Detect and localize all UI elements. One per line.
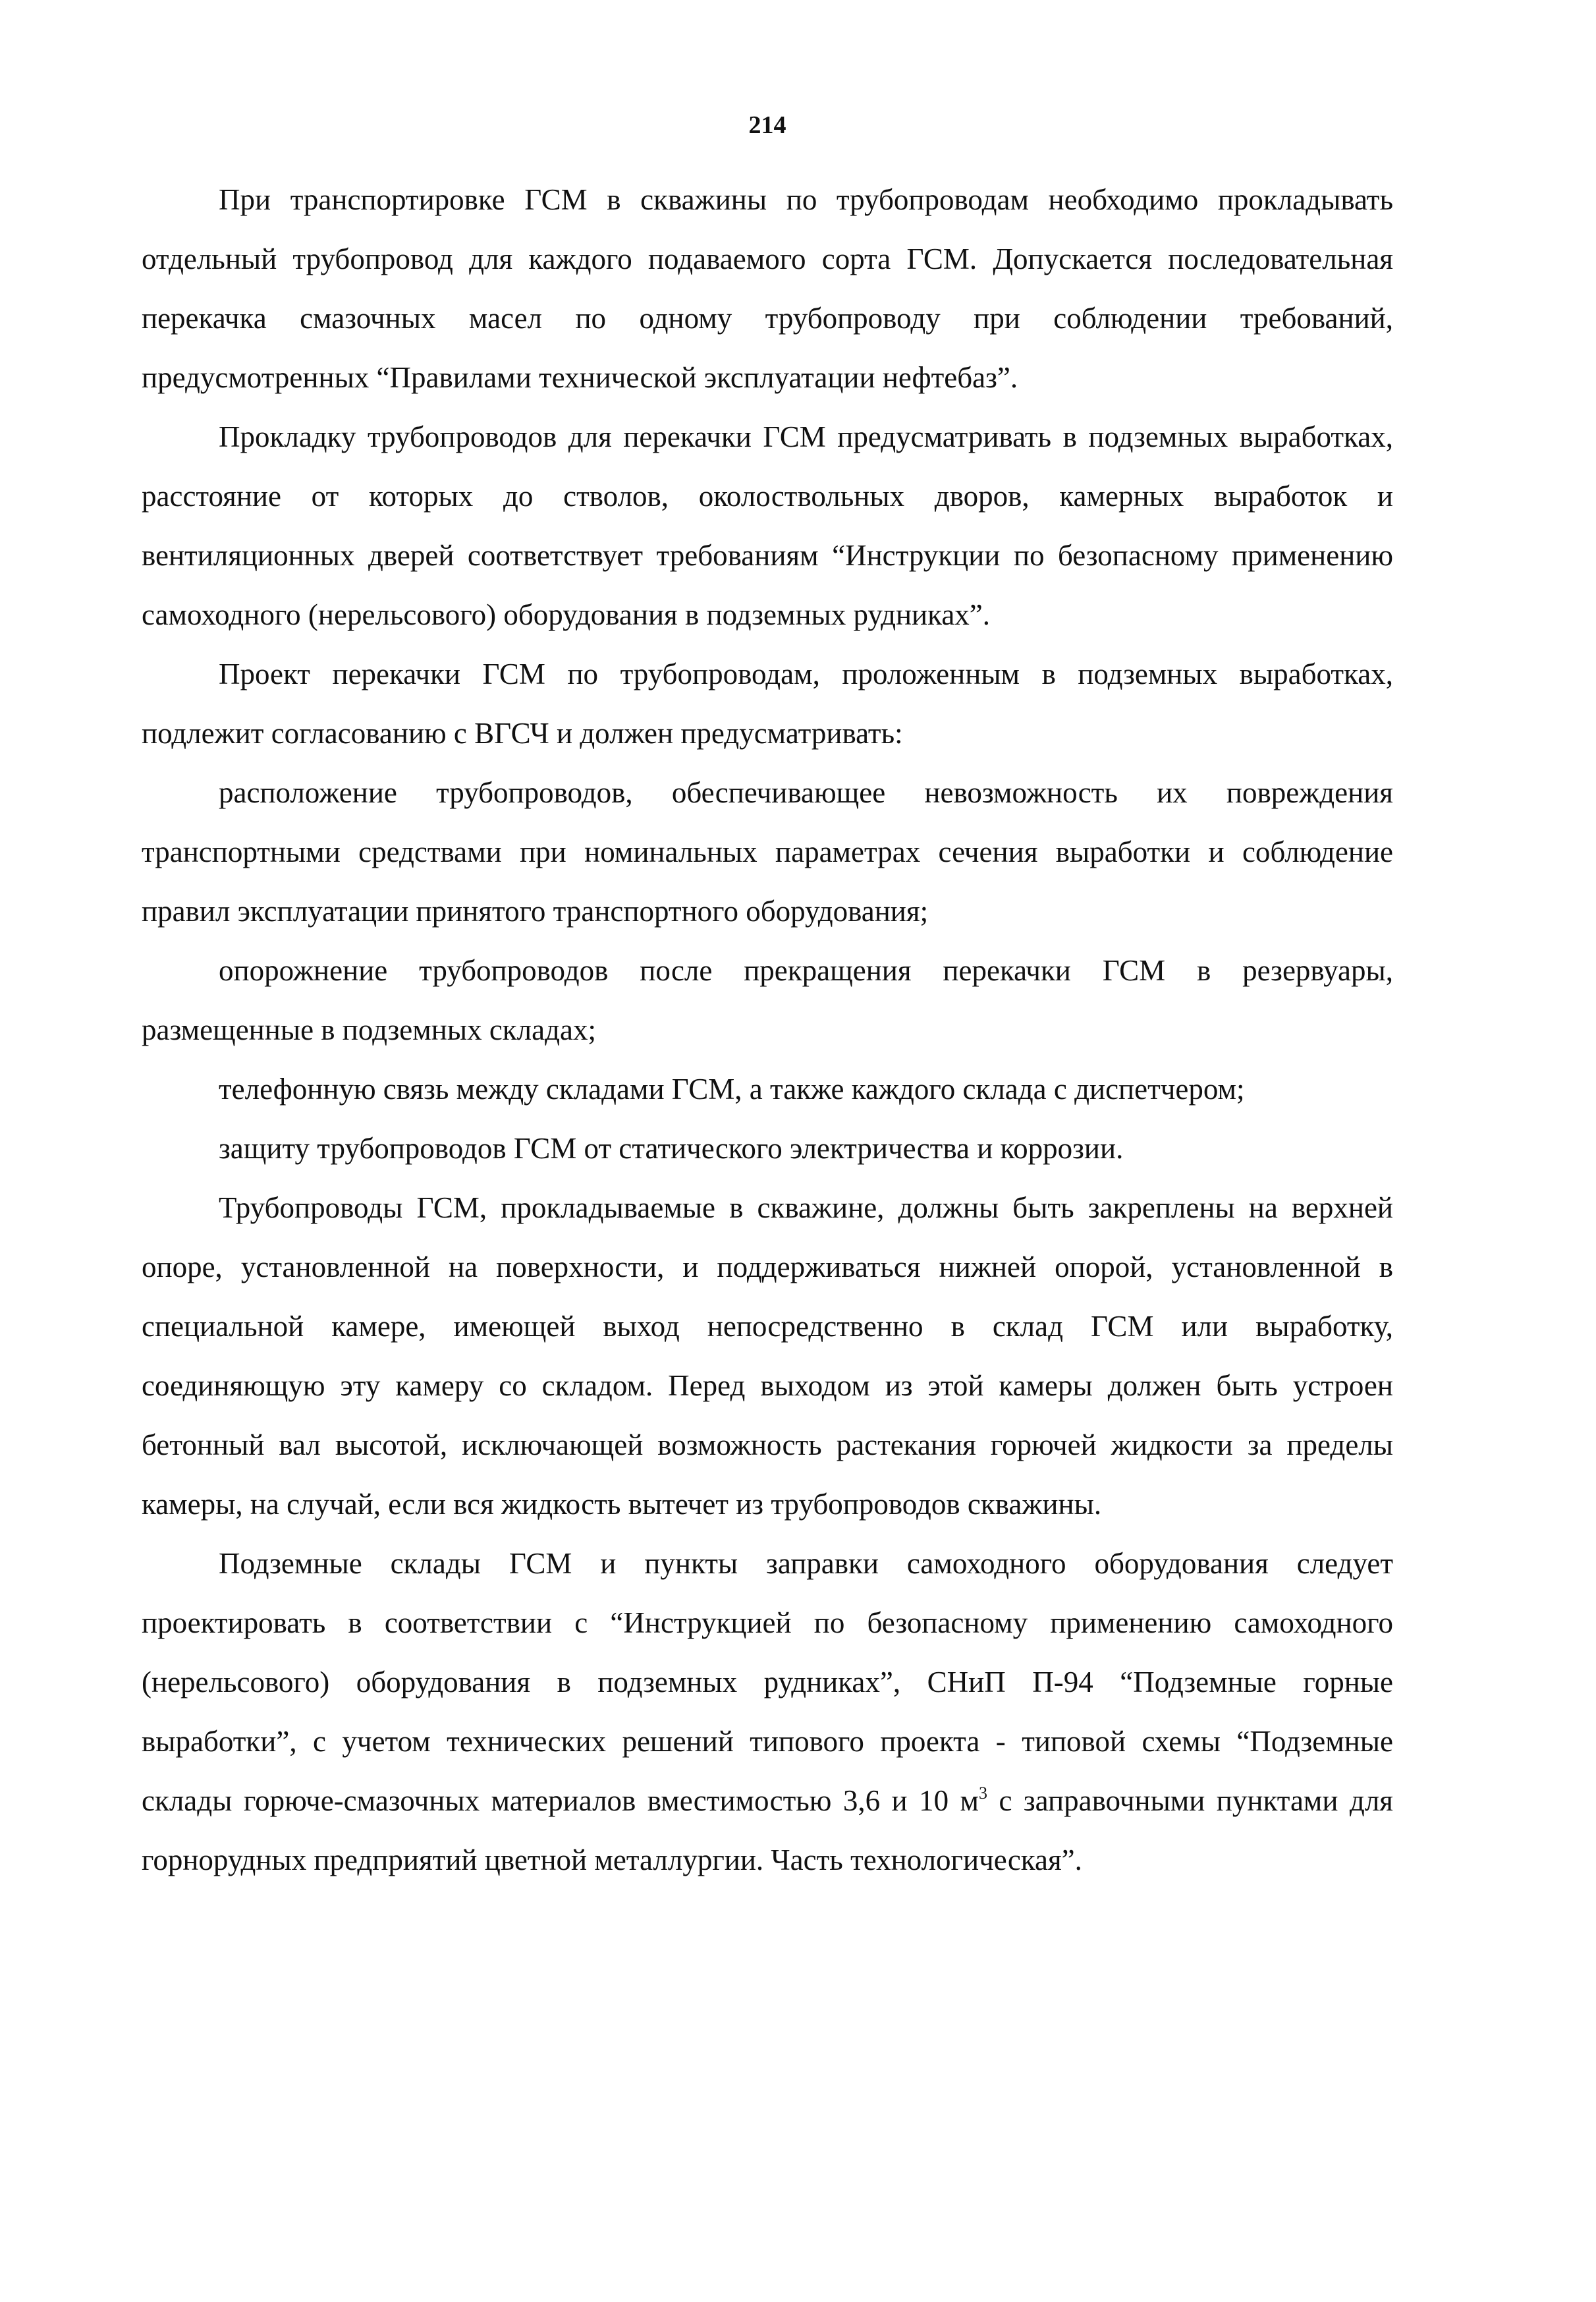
list-item-pipeline-emptying: опорожнение трубопроводов после прекращения перекачки ГСМ в резервуары, размещенные в подземных складах; <box>142 954 1393 1046</box>
paragraph-borehole-pipelines: Трубопроводы ГСМ, прокладываемые в скважине, должны быть закреплены на верхней опоре, установленной на поверхности, и поддерживаться нижней опорой, установленной в специальной камере, имеющей выход непосредственно в склад ГСМ или выработку, соединяющую эту камеру со складом. Перед выходом из этой камеры должен быть устроен бетонный вал высотой, исключающей возможность растекания горючей жидкости за пределы камеры, на случай, если вся жидкость вытечет из трубопроводов скважины. <box>142 1191 1393 1521</box>
paragraph-underground-storage <box>142 1534 1393 1890</box>
paragraph-project-requirements: Проект перекачки ГСМ по трубопроводам, проложенным в подземных выработках, подлежит согласованию с ВГСЧ и должен предусматривать: <box>142 658 1393 750</box>
list-item-telephone-link: телефонную связь между складами ГСМ, а также каждого склада с диспетчером; <box>219 1073 1245 1106</box>
document-body <box>142 170 1393 1890</box>
paragraph-pipeline-routing: Прокладку трубопроводов для перекачки ГСМ предусматривать в подземных выработках, расстояние от которых до стволов, околоствольных дворов, камерных выработок и вентиляционных дверей соответствует требованиям “Инструкции по безопасному применению самоходного (нерельсового) оборудования в подземных рудниках”. <box>142 420 1393 631</box>
list-item-pipeline-placement: расположение трубопроводов, обеспечивающее невозможность их повреждения транспортными средствами при номинальных параметрах сечения выработки и соблюдение правил эксплуатации принятого транспортного оборудования; <box>142 776 1393 928</box>
paragraph-pipeline-transport: При транспортировке ГСМ в скважины по трубопроводам необходимо прокладывать отдельный трубопровод для каждого подаваемого сорта ГСМ. Допускается последовательная перекачка смазочных масел по одному трубопроводу при соблюдении требований, предусмотренных “Правилами технической эксплуатации нефтебаз”. <box>142 183 1393 394</box>
list-item-corrosion-protection: защиту трубопроводов ГСМ от статического электричества и коррозии. <box>219 1132 1124 1165</box>
storage-text-start: Подземные склады ГСМ и пункты заправки самоходного оборудования следует проектировать в соответствии с “Инструкцией по безопасному применению самоходного (нерельсового) оборудования в подземных рудниках”, СНиП П-94 “Подземные горные выработки”, с учетом технических решений типового проекта - типовой схемы “Подземные склады горюче-смазочных материалов вместимостью 3,6 и 10 м <box>142 1547 1393 1817</box>
cubic-superscript: 3 <box>979 1783 987 1803</box>
page-number: 214 <box>748 111 786 139</box>
storage-text-end: с заправочными пунктами для горнорудных предприятий цветной металлургии. Часть технологическая”. <box>142 1784 1393 1876</box>
